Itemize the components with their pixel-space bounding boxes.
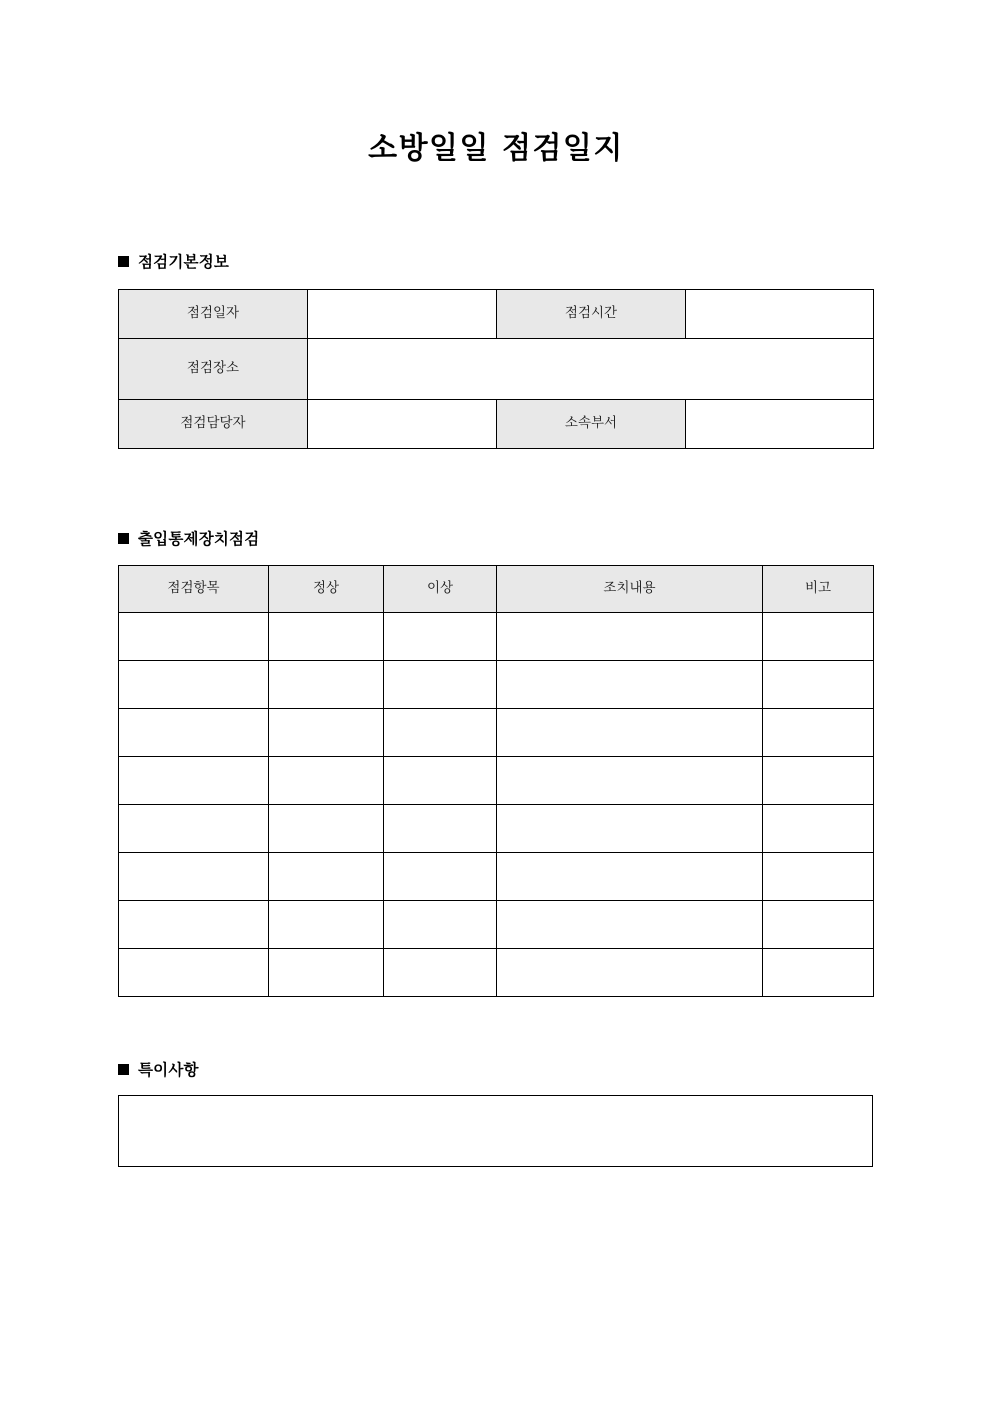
- cell-normal[interactable]: [269, 853, 384, 901]
- cell-action[interactable]: [497, 613, 763, 661]
- cell-abnormal[interactable]: [384, 805, 497, 853]
- cell-action[interactable]: [497, 901, 763, 949]
- cell-label-inspector: 점검담당자: [119, 400, 308, 449]
- column-header-abnormal: 이상: [384, 566, 497, 613]
- cell-value-inspection-date[interactable]: [308, 290, 497, 339]
- square-bullet-icon: [118, 533, 129, 544]
- cell-normal[interactable]: [269, 901, 384, 949]
- cell-abnormal[interactable]: [384, 901, 497, 949]
- cell-value-department[interactable]: [686, 400, 874, 449]
- table-header: [119, 566, 874, 613]
- table-row: [119, 613, 874, 661]
- cell-label-department: 소속부서: [497, 400, 686, 449]
- section-heading-notes-label: 특이사항: [138, 1061, 199, 1079]
- section-heading-basic-info: [118, 250, 229, 272]
- cell-item[interactable]: [119, 901, 269, 949]
- table-row: [119, 805, 874, 853]
- table-row: [119, 339, 874, 400]
- cell-remarks[interactable]: [763, 901, 874, 949]
- section-heading-access-control: [118, 527, 259, 549]
- square-bullet-icon: [118, 256, 129, 267]
- table-row: [119, 853, 874, 901]
- cell-remarks[interactable]: [763, 805, 874, 853]
- cell-abnormal[interactable]: [384, 853, 497, 901]
- cell-normal[interactable]: [269, 709, 384, 757]
- table-header-row: [119, 566, 874, 613]
- table-row: [119, 757, 874, 805]
- section-heading-notes: [118, 1058, 199, 1080]
- section-heading-access-control-label: 출입통제장치점검: [138, 530, 260, 548]
- cell-item[interactable]: [119, 661, 269, 709]
- cell-abnormal[interactable]: [384, 949, 497, 997]
- cell-item[interactable]: [119, 709, 269, 757]
- cell-remarks[interactable]: [763, 709, 874, 757]
- cell-remarks[interactable]: [763, 949, 874, 997]
- cell-remarks[interactable]: [763, 613, 874, 661]
- cell-item[interactable]: [119, 613, 269, 661]
- column-header-action: 조치내용: [497, 566, 763, 613]
- table-row: [119, 901, 874, 949]
- cell-label-inspection-date: 점검일자: [119, 290, 308, 339]
- column-header-normal: 정상: [269, 566, 384, 613]
- cell-item[interactable]: [119, 853, 269, 901]
- cell-action[interactable]: [497, 805, 763, 853]
- cell-abnormal[interactable]: [384, 709, 497, 757]
- basic-info-table: [118, 289, 874, 449]
- page-title: 소방일일 점검일지: [368, 131, 624, 166]
- access-control-inspection-table: [118, 565, 874, 997]
- table-row: [119, 661, 874, 709]
- table-row: [119, 400, 874, 449]
- column-header-item: 점검항목: [119, 566, 269, 613]
- cell-action[interactable]: [497, 757, 763, 805]
- cell-normal[interactable]: [269, 949, 384, 997]
- cell-remarks[interactable]: [763, 757, 874, 805]
- cell-value-inspection-time[interactable]: [686, 290, 874, 339]
- notes-input-box[interactable]: [118, 1095, 873, 1167]
- cell-label-inspection-place: 점검장소: [119, 339, 308, 400]
- cell-normal[interactable]: [269, 805, 384, 853]
- table-body: [119, 613, 874, 997]
- cell-action[interactable]: [497, 661, 763, 709]
- cell-value-inspector[interactable]: [308, 400, 497, 449]
- cell-abnormal[interactable]: [384, 613, 497, 661]
- column-header-remarks: 비고: [763, 566, 874, 613]
- cell-label-inspection-time: 점검시간: [497, 290, 686, 339]
- cell-abnormal[interactable]: [384, 757, 497, 805]
- cell-remarks[interactable]: [763, 853, 874, 901]
- cell-item[interactable]: [119, 757, 269, 805]
- cell-remarks[interactable]: [763, 661, 874, 709]
- section-heading-basic-info-label: 점검기본정보: [138, 253, 230, 271]
- square-bullet-icon: [118, 1064, 129, 1075]
- cell-item[interactable]: [119, 805, 269, 853]
- cell-value-inspection-place[interactable]: [308, 339, 874, 400]
- cell-action[interactable]: [497, 949, 763, 997]
- cell-item[interactable]: [119, 949, 269, 997]
- cell-normal[interactable]: [269, 613, 384, 661]
- cell-action[interactable]: [497, 709, 763, 757]
- table-row: [119, 709, 874, 757]
- cell-action[interactable]: [497, 853, 763, 901]
- cell-normal[interactable]: [269, 661, 384, 709]
- cell-normal[interactable]: [269, 757, 384, 805]
- cell-abnormal[interactable]: [384, 661, 497, 709]
- table-row: [119, 949, 874, 997]
- table-row: [119, 290, 874, 339]
